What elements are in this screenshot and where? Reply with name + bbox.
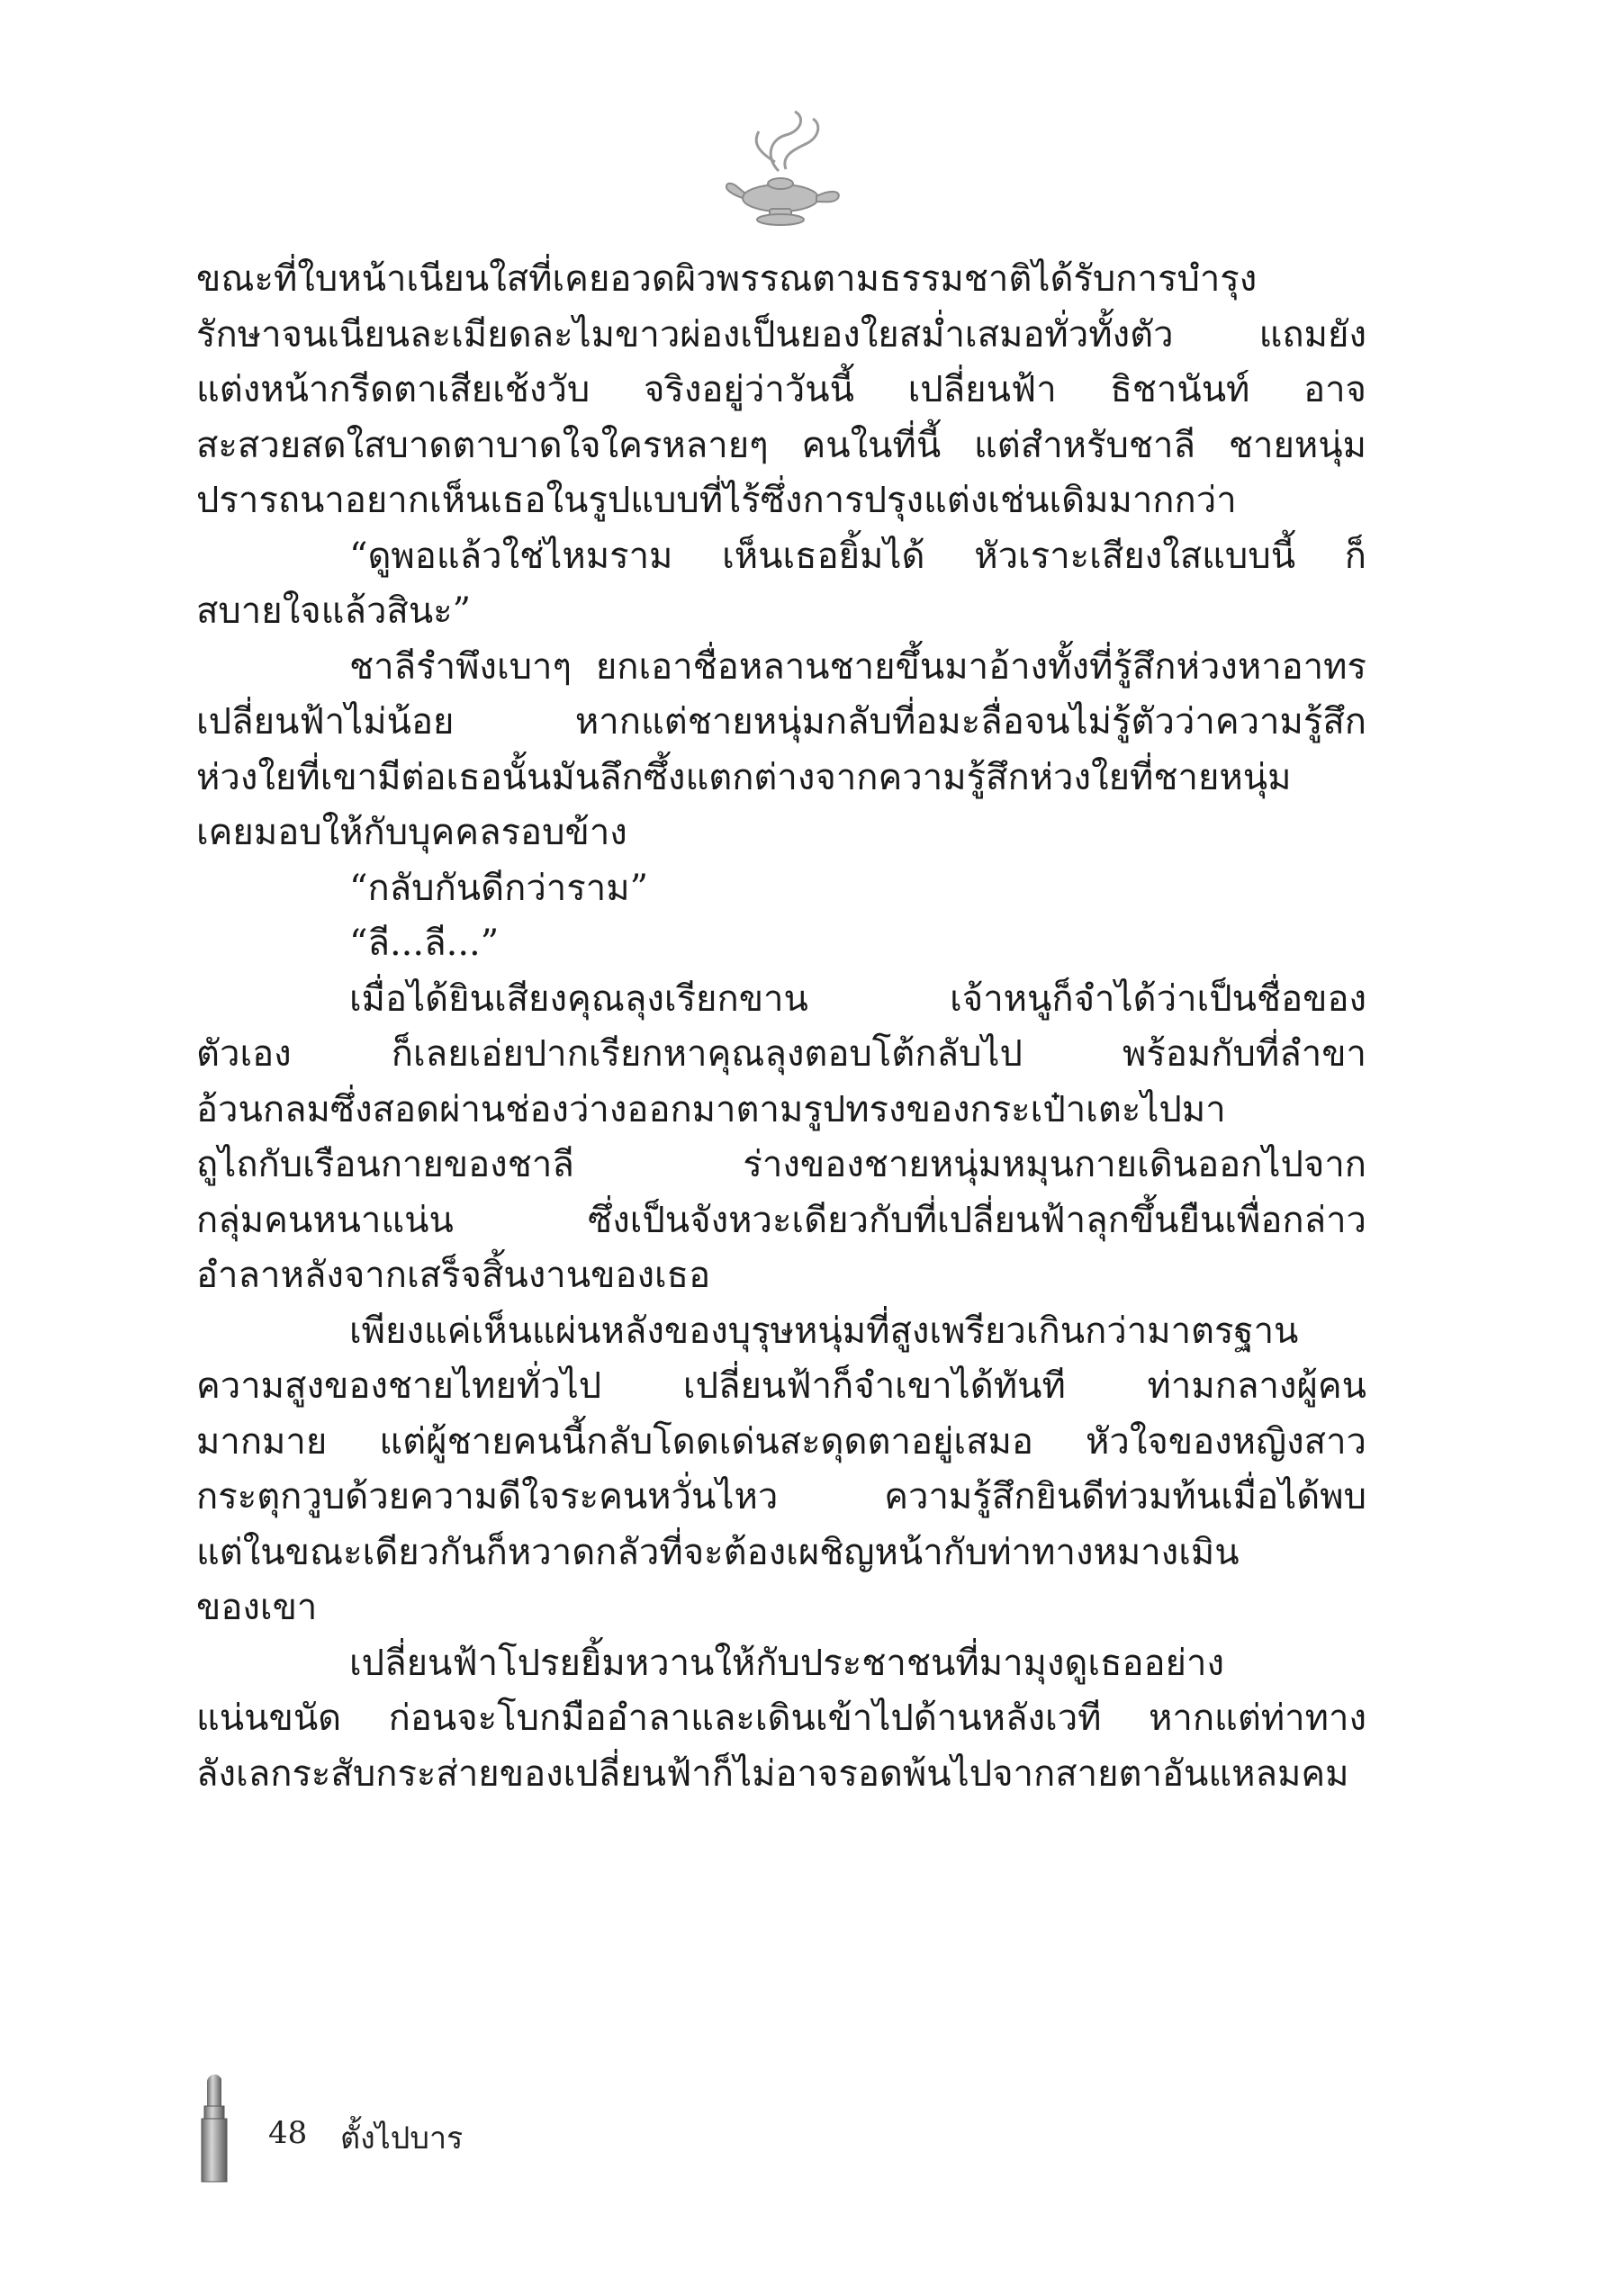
text-line: อ้วนกลมซึ่งสอดผ่านช่องว่างออกมาตามรูปทรงของกระเป๋าเตะไปมา [196,1088,1226,1130]
page-footer [196,2070,736,2187]
text-line: รักษาจนเนียนละเมียดละไมขาวผ่องเป็นยองใยสม่ำเสมอทั่วทั้งตัว แถมยัง [196,313,1366,356]
text-line: อำลาหลังจากเสร็จสิ้นงานของเธอ [196,1255,711,1296]
text-line: สะสวยสดใสบาดตาบาดใจใครหลายๆ คนในที่นี้ แต่สำหรับชาลี ชายหนุ่ม [196,424,1366,466]
text-line: เพียงแค่เห็นแผ่นหลังของบุรุษหนุ่มที่สูงเพรียวเกินกว่ามาตรฐาน [349,1310,1299,1352]
page-number: 48 [268,2115,308,2151]
lipstick-icon [196,2070,232,2183]
text-line: ห่วงใยที่เขามีต่อเธอนั้นมันลึกซึ้งแตกต่างจากความรู้สึกห่วงใยที่ชายหนุ่ม [196,756,1292,798]
text-line: เมื่อได้ยินเสียงคุณลุงเรียกขาน เจ้าหนูก็จำได้ว่าเป็นชื่อของ [349,977,1366,1020]
text-line: “ดูพอแล้วใช่ไหมราม เห็นเธอยิ้มได้ หัวเราะเสียงใสแบบนี้ ก็ [349,535,1366,577]
text-line: แต่งหน้ากรีดตาเสียเช้งวับ จริงอยู่ว่าวันนี้ เปลี่ยนฟ้า ธิชานันท์ อาจ [196,369,1366,410]
text-line: แต่ในขณะเดียวกันก็หวาดกลัวที่จะต้องเผชิญหน้ากับท่าทางหมางเมิน [196,1531,1240,1573]
text-line: กลุ่มคนหนาแน่น ซึ่งเป็นจังหวะเดียวกับที่เปลี่ยนฟ้าลุกขึ้นยืนเพื่อกล่าว [196,1199,1366,1241]
text-line: เคยมอบให้กับบุคคลรอบข้าง [196,812,627,853]
text-line: ความสูงของชายไทยทั่วไป เปลี่ยนฟ้าก็จำเขาได้ทันที ท่ามกลางผู้คน [196,1365,1366,1407]
text-line: “กลับกันดีกว่าราม” [349,867,649,909]
text-line: ถูไถกับเรือนกายของชาลี ร่างของชายหนุ่มหมุนกายเดินออกไปจาก [196,1144,1366,1185]
text-line: สบายใจแล้วสินะ” [196,590,472,632]
text-line: กระตุกวูบด้วยความดีใจระคนหวั่นไหว ความรู้สึกยินดีท่วมท้นเมื่อได้พบ [196,1476,1366,1517]
text-line: ขณะที่ใบหน้าเนียนใสที่เคยอวดผิวพรรณตามธรรมชาติได้รับการบำรุง [196,258,1258,300]
text-line: แน่นขนัด ก่อนจะโบกมืออำลาและเดินเข้าไปด้านหลังเวที หากแต่ท่าทาง [196,1697,1366,1739]
text-line: ของเขา [196,1587,318,1628]
genie-lamp-ornament-icon [716,108,851,234]
text-line: ตัวเอง ก็เลยเอ่ยปากเรียกหาคุณลุงตอบโต้กลับไป พร้อมกับที่ลำขา [196,1033,1366,1075]
book-title: ตั้งไปบาร [340,2120,464,2156]
text-line: ปรารถนาอยากเห็นเธอในรูปแบบที่ไร้ซึ่งการปรุงแต่งเช่นเดิมมากกว่า [196,480,1237,521]
text-line: มากมาย แต่ผู้ชายคนนี้กลับโดดเด่นสะดุดตาอยู่เสมอ หัวใจของหญิงสาว [196,1420,1366,1463]
text-line: ลังเลกระสับกระส่ายของเปลี่ยนฟ้าก็ไม่อาจรอดพ้นไปจากสายตาอันแหลมคม [196,1752,1349,1795]
text-line: เปลี่ยนฟ้าไม่น้อย หากแต่ชายหนุ่มกลับที่อมะลื่อจนไม่รู้ตัวว่าความรู้สึก [196,701,1366,743]
body-text [196,252,1366,1802]
text-line: “ลี...ลี...” [349,923,500,964]
text-line: ชาลีรำพึงเบาๆ ยกเอาชื่อหลานชายขึ้นมาอ้างทั้งที่รู้สึกห่วงหาอาทร [349,645,1366,688]
text-line: เปลี่ยนฟ้าโปรยยิ้มหวานให้กับประชาชนที่มามุงดูเธออย่าง [349,1642,1224,1684]
